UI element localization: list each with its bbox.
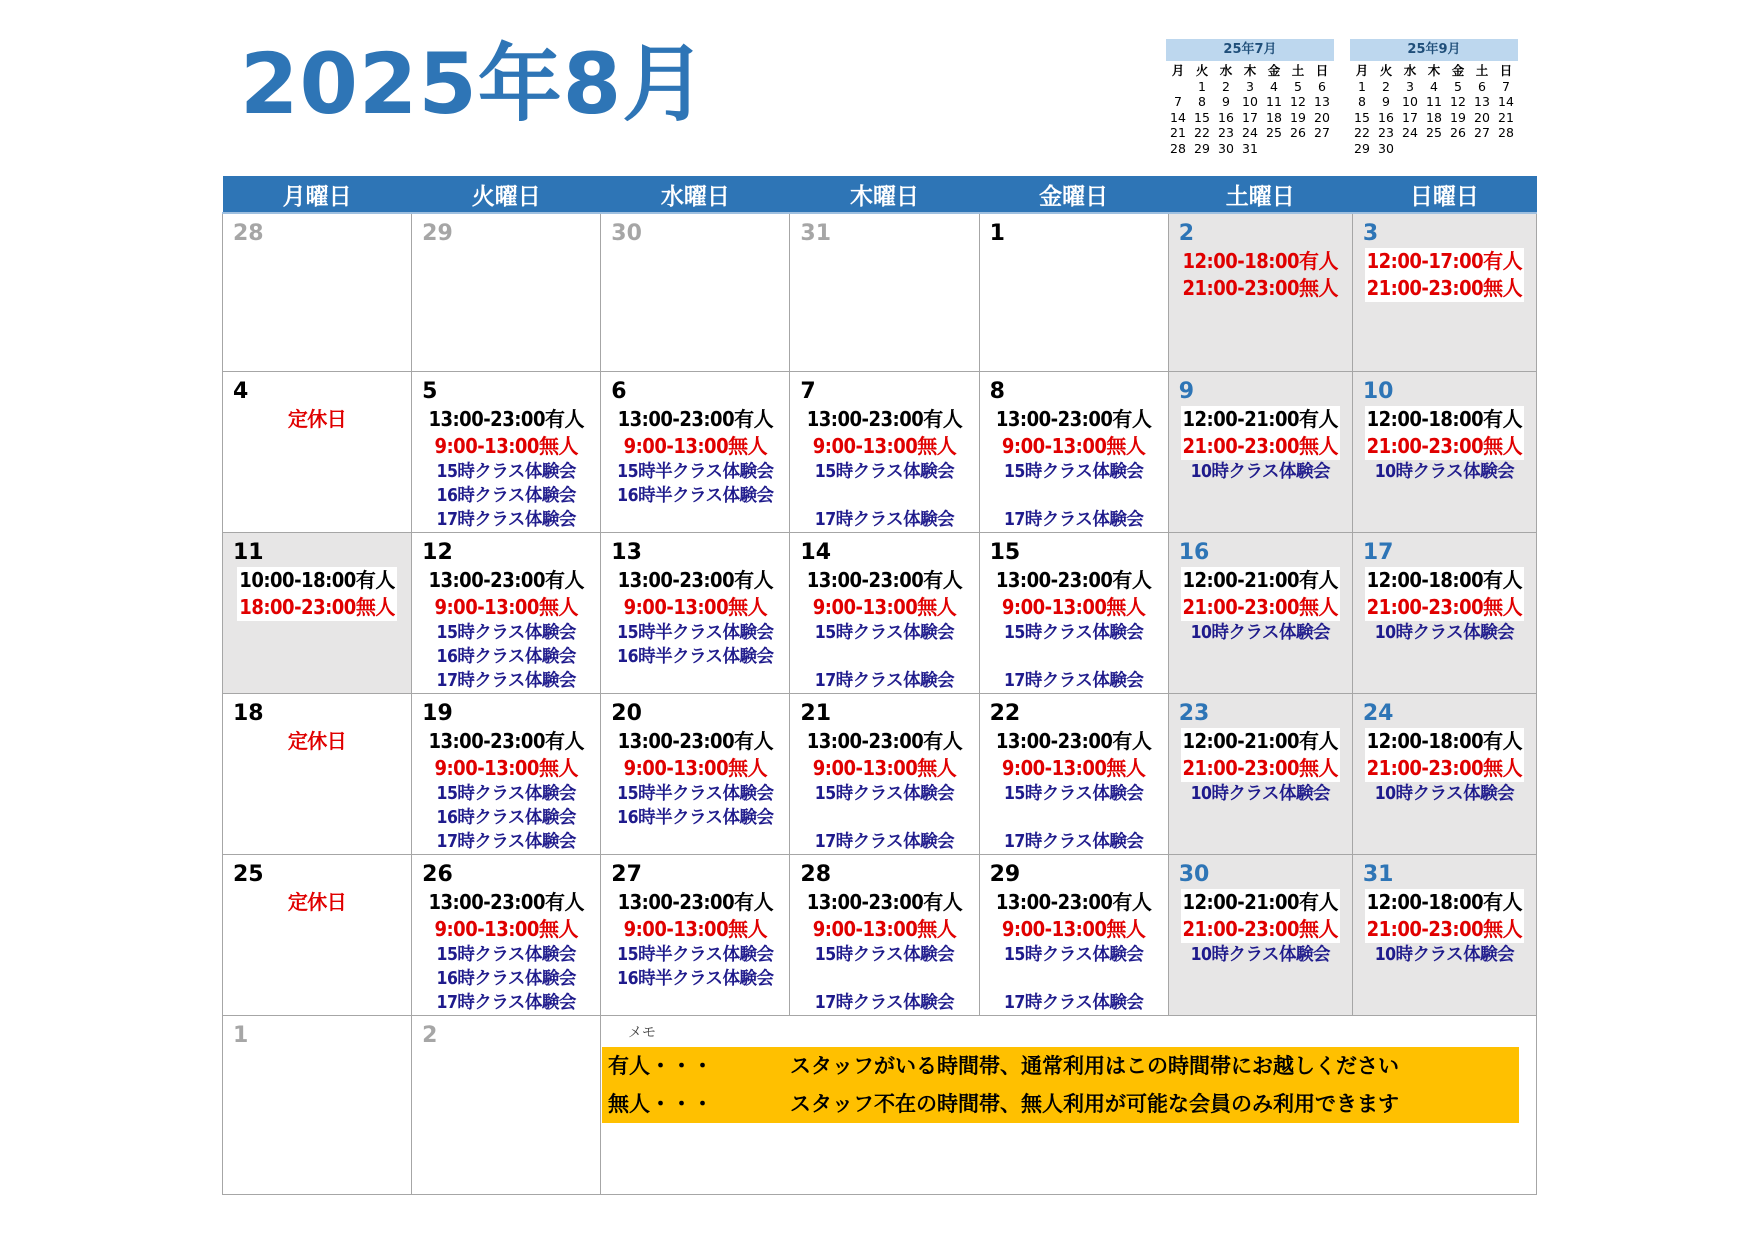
page-title: 2025年8月 <box>240 35 708 133</box>
mini-weekday-label: 月 <box>1171 63 1185 78</box>
schedule-entry: 13:00-23:00有人 <box>428 407 584 431</box>
day-number: 24 <box>1362 701 1394 726</box>
day-number: 26 <box>422 862 453 887</box>
schedule-entry: 17時クラス体験会 <box>1003 832 1144 852</box>
mini-weekday-label: 月 <box>1355 63 1369 78</box>
schedule-entry: 15時クラス体験会 <box>1003 623 1144 643</box>
schedule-entry <box>980 645 1168 669</box>
mini-calendar-prev <box>1166 39 1334 156</box>
mini-day-number: 28 <box>1170 140 1186 156</box>
mini-day-number: 27 <box>1474 125 1490 140</box>
schedule-entry: 21:00-23:00無人 <box>1182 595 1339 619</box>
day-cell <box>601 533 790 694</box>
day-cell <box>223 533 412 694</box>
day-cell <box>412 213 601 372</box>
schedule-entry: 12:00-21:00有人 <box>1182 729 1339 753</box>
schedule-entry: 21:00-23:00無人 <box>1182 276 1339 300</box>
schedule-entry: 10時クラス体験会 <box>1374 623 1515 643</box>
schedule-entry: 10時クラス体験会 <box>1190 462 1330 482</box>
mini-calendar-grid <box>1166 63 1334 156</box>
legend-key: 無人・・・ <box>608 1092 713 1116</box>
mini-day-number: 12 <box>1450 94 1466 109</box>
mini-day-number: 29 <box>1194 140 1210 156</box>
mini-day-number: 5 <box>1454 78 1462 94</box>
schedule-entry: 16時半クラス体験会 <box>617 808 774 828</box>
schedule-entry: 15時半クラス体験会 <box>617 623 774 643</box>
mini-day-number: 27 <box>1314 125 1330 140</box>
schedule-entry: 16時半クラス体験会 <box>617 486 774 506</box>
schedule-entry: 10:00-18:00有人 <box>239 568 395 592</box>
day-cell <box>790 533 979 694</box>
mini-day-number: 19 <box>1290 109 1306 125</box>
day-number: 22 <box>989 701 1021 726</box>
mini-day-number: 7 <box>1502 78 1510 94</box>
schedule-entry: 定休日 <box>287 890 347 914</box>
calendar-week-row <box>223 694 1537 855</box>
schedule-entry: 9:00-13:00無人 <box>1001 595 1146 619</box>
day-number: 30 <box>1178 862 1210 887</box>
schedule-entry: 12:00-21:00有人 <box>1182 407 1339 431</box>
schedule-entry: 21:00-23:00無人 <box>1182 917 1339 941</box>
schedule-entry: 21:00-23:00無人 <box>1366 917 1523 941</box>
mini-day-number: 6 <box>1318 78 1326 94</box>
day-number: 16 <box>1178 540 1210 565</box>
schedule-entry: 17時クラス体験会 <box>814 671 955 691</box>
schedule-entry: 21:00-23:00無人 <box>1366 595 1523 619</box>
day-cell <box>1168 372 1352 533</box>
schedule-entry: 16時半クラス体験会 <box>617 969 774 989</box>
mini-calendar-grid <box>1350 63 1518 156</box>
day-number: 29 <box>989 862 1021 887</box>
schedule-entry: 9:00-13:00無人 <box>434 756 578 780</box>
schedule-entry: 13:00-23:00有人 <box>995 890 1152 914</box>
mini-day-number: 4 <box>1430 78 1438 94</box>
schedule-entry: 9:00-13:00無人 <box>623 756 768 780</box>
mini-day-number <box>1422 141 1446 157</box>
schedule-entry: 9:00-13:00無人 <box>1001 434 1146 458</box>
schedule-entry: 15時半クラス体験会 <box>617 945 774 965</box>
day-cell <box>1168 213 1352 372</box>
weekday-header-row <box>223 176 1537 213</box>
schedule-entry: 16時半クラス体験会 <box>617 647 774 667</box>
schedule-entry: 9:00-13:00無人 <box>1001 756 1146 780</box>
day-cell <box>979 855 1168 1016</box>
day-number: 10 <box>1362 379 1394 404</box>
schedule-entry: 13:00-23:00有人 <box>617 890 774 914</box>
day-cell <box>601 855 790 1016</box>
day-number: 21 <box>800 701 832 726</box>
mini-day-number: 28 <box>1498 125 1514 140</box>
schedule-entry: 21:00-23:00無人 <box>1366 756 1523 780</box>
day-cell <box>412 372 601 533</box>
mini-day-number: 8 <box>1198 94 1206 109</box>
schedule-entry: 13:00-23:00有人 <box>428 729 584 753</box>
schedule-entry: 16時クラス体験会 <box>436 808 576 828</box>
mini-day-number: 13 <box>1474 94 1490 109</box>
schedule-entry: 13:00-23:00有人 <box>806 890 963 914</box>
day-cell <box>223 213 412 372</box>
schedule-entry <box>980 967 1168 991</box>
mini-day-number: 16 <box>1218 109 1234 125</box>
mini-day-number: 21 <box>1498 109 1514 125</box>
mini-day-number: 23 <box>1378 125 1394 140</box>
legend-box <box>602 1047 1519 1123</box>
mini-day-number: 11 <box>1426 94 1442 109</box>
mini-day-number: 30 <box>1218 140 1234 156</box>
calendar-week-row <box>223 372 1537 533</box>
mini-day-number <box>1494 141 1518 157</box>
day-number: 8 <box>989 379 1005 404</box>
legend-row <box>602 1085 1519 1123</box>
day-number: 3 <box>1362 221 1379 246</box>
schedule-entry: 15時クラス体験会 <box>436 623 576 643</box>
schedule-entry: 9:00-13:00無人 <box>434 595 578 619</box>
day-number: 7 <box>800 379 816 404</box>
weekday-header: 日曜日 <box>1352 176 1536 213</box>
schedule-entry: 15時半クラス体験会 <box>617 462 774 482</box>
schedule-entry: 21:00-23:00無人 <box>1182 434 1339 458</box>
mini-day-number: 18 <box>1266 109 1282 125</box>
schedule-entry: 16時クラス体験会 <box>436 969 576 989</box>
schedule-entry: 21:00-23:00無人 <box>1366 276 1523 300</box>
schedule-entry: 12:00-18:00有人 <box>1182 249 1339 273</box>
schedule-entry: 13:00-23:00有人 <box>806 407 963 431</box>
day-cell <box>1168 855 1352 1016</box>
mini-day-number: 16 <box>1378 109 1394 125</box>
day-number: 28 <box>233 221 264 246</box>
mini-day-number: 25 <box>1266 125 1282 140</box>
mini-day-number: 1 <box>1198 78 1206 94</box>
schedule-entry: 21:00-23:00無人 <box>1182 756 1339 780</box>
schedule-entry: 9:00-13:00無人 <box>434 434 578 458</box>
schedule-entry: 13:00-23:00有人 <box>617 407 774 431</box>
schedule-entry: 13:00-23:00有人 <box>428 568 584 592</box>
mini-day-number: 24 <box>1242 125 1258 140</box>
day-cell <box>1352 533 1536 694</box>
mini-weekday-label: 土 <box>1291 63 1305 78</box>
schedule-entry: 9:00-13:00無人 <box>623 434 768 458</box>
schedule-entry: 10時クラス体験会 <box>1374 945 1515 965</box>
mini-day-number: 2 <box>1382 78 1390 94</box>
schedule-entry: 10時クラス体験会 <box>1190 784 1330 804</box>
day-cell <box>601 372 790 533</box>
month-calendar <box>222 176 1537 1195</box>
mini-day-number: 23 <box>1218 125 1234 140</box>
schedule-entry: 15時クラス体験会 <box>436 784 576 804</box>
day-cell <box>979 533 1168 694</box>
mini-day-number <box>1398 141 1422 157</box>
schedule-entry: 定休日 <box>287 729 347 753</box>
mini-weekday-label: 金 <box>1267 63 1281 78</box>
weekday-header: 金曜日 <box>979 176 1168 213</box>
day-cell <box>979 694 1168 855</box>
day-number: 15 <box>989 540 1021 565</box>
mini-day-number: 15 <box>1354 109 1370 125</box>
legend-key: 有人・・・ <box>608 1054 713 1078</box>
day-cell <box>223 855 412 1016</box>
mini-weekday-label: 水 <box>1219 63 1233 78</box>
day-cell <box>1168 694 1352 855</box>
day-cell <box>601 213 790 372</box>
mini-day-number: 1 <box>1358 78 1366 94</box>
schedule-entry: 12:00-21:00有人 <box>1182 890 1339 914</box>
mini-day-number: 19 <box>1450 109 1466 125</box>
schedule-entry <box>980 484 1168 508</box>
weekday-header: 月曜日 <box>223 176 412 213</box>
day-number: 12 <box>422 540 453 565</box>
calendar-week-row <box>223 533 1537 694</box>
day-cell <box>601 694 790 855</box>
mini-day-number: 9 <box>1222 94 1230 109</box>
mini-day-number: 29 <box>1354 140 1370 156</box>
schedule-entry: 12:00-18:00有人 <box>1366 890 1523 914</box>
legend-description: スタッフがいる時間帯、通常利用はこの時間帯にお越しください <box>790 1054 1399 1078</box>
schedule-entry: 15時クラス体験会 <box>436 462 576 482</box>
day-number: 1 <box>989 221 1005 246</box>
day-number: 28 <box>800 862 832 887</box>
schedule-entry <box>790 645 978 669</box>
mini-day-number: 2 <box>1222 78 1230 94</box>
mini-calendar-title: 25年9月 <box>1350 39 1518 61</box>
schedule-entry: 13:00-23:00有人 <box>617 729 774 753</box>
mini-day-number: 6 <box>1478 78 1486 94</box>
mini-weekday-label: 日 <box>1499 63 1513 78</box>
schedule-entry: 17時クラス体験会 <box>1003 993 1144 1013</box>
mini-day-number: 18 <box>1426 109 1442 125</box>
mini-day-number: 22 <box>1194 125 1210 140</box>
schedule-entry: 15時半クラス体験会 <box>617 784 774 804</box>
schedule-entry: 12:00-18:00有人 <box>1366 568 1523 592</box>
schedule-entry <box>790 484 978 508</box>
schedule-entry: 17時クラス体験会 <box>814 510 955 530</box>
day-cell <box>1352 372 1536 533</box>
weekday-header: 水曜日 <box>601 176 790 213</box>
mini-day-number: 15 <box>1194 109 1210 125</box>
schedule-entry: 13:00-23:00有人 <box>995 568 1152 592</box>
day-cell <box>223 372 412 533</box>
weekday-header: 火曜日 <box>412 176 601 213</box>
day-cell <box>1352 694 1536 855</box>
schedule-entry: 12:00-18:00有人 <box>1366 729 1523 753</box>
mini-day-number: 10 <box>1242 94 1258 109</box>
schedule-entry: 9:00-13:00無人 <box>812 917 957 941</box>
mini-day-number: 14 <box>1170 109 1186 125</box>
schedule-entry: 10時クラス体験会 <box>1374 462 1515 482</box>
schedule-entry: 10時クラス体験会 <box>1190 623 1330 643</box>
schedule-entry: 17時クラス体験会 <box>814 993 955 1013</box>
schedule-entry: 17時クラス体験会 <box>436 993 576 1013</box>
schedule-entry: 9:00-13:00無人 <box>434 917 578 941</box>
mini-day-number: 20 <box>1474 109 1490 125</box>
schedule-entry: 18:00-23:00無人 <box>239 595 395 619</box>
schedule-entry: 9:00-13:00無人 <box>623 595 768 619</box>
day-cell <box>790 213 979 372</box>
day-cell <box>412 1016 601 1195</box>
schedule-entry: 16時クラス体験会 <box>436 486 576 506</box>
schedule-entry: 9:00-13:00無人 <box>1001 917 1146 941</box>
schedule-entry: 17時クラス体験会 <box>1003 671 1144 691</box>
schedule-entry <box>980 806 1168 830</box>
mini-weekday-label: 火 <box>1195 63 1209 78</box>
day-cell <box>790 694 979 855</box>
schedule-entry: 12:00-21:00有人 <box>1182 568 1339 592</box>
day-cell <box>979 213 1168 372</box>
mini-day-number: 26 <box>1450 125 1466 140</box>
day-number: 2 <box>1178 221 1195 246</box>
day-cell <box>223 1016 412 1195</box>
mini-day-number <box>1310 141 1334 157</box>
mini-day-number: 10 <box>1402 94 1418 109</box>
schedule-entry: 13:00-23:00有人 <box>995 729 1152 753</box>
schedule-entry: 15時クラス体験会 <box>814 462 955 482</box>
schedule-entry: 9:00-13:00無人 <box>623 917 768 941</box>
day-cell <box>1352 213 1536 372</box>
mini-day-number: 4 <box>1270 78 1278 94</box>
day-cell <box>790 855 979 1016</box>
schedule-entry: 17時クラス体験会 <box>436 671 576 691</box>
mini-weekday-label: 火 <box>1379 63 1393 78</box>
mini-day-number: 3 <box>1246 78 1254 94</box>
schedule-entry: 15時クラス体験会 <box>814 623 955 643</box>
schedule-entry: 13:00-23:00有人 <box>806 729 963 753</box>
mini-calendar-title: 25年7月 <box>1166 39 1334 61</box>
day-number: 30 <box>611 221 642 246</box>
mini-day-number: 5 <box>1294 78 1302 94</box>
schedule-entry: 17時クラス体験会 <box>436 832 576 852</box>
day-number: 29 <box>422 221 453 246</box>
mini-day-number: 11 <box>1266 94 1282 109</box>
schedule-entry: 10時クラス体験会 <box>1190 945 1330 965</box>
mini-day-number: 3 <box>1406 78 1414 94</box>
schedule-entry: 13:00-23:00有人 <box>806 568 963 592</box>
day-cell <box>1352 855 1536 1016</box>
mini-day-number: 24 <box>1402 125 1418 140</box>
mini-day-number <box>1262 141 1286 157</box>
mini-weekday-label: 木 <box>1427 63 1441 78</box>
schedule-entry: 15時クラス体験会 <box>436 945 576 965</box>
mini-day-number: 30 <box>1378 140 1394 156</box>
day-cell <box>412 694 601 855</box>
schedule-entry: 13:00-23:00有人 <box>617 568 774 592</box>
schedule-entry: 15時クラス体験会 <box>1003 462 1144 482</box>
mini-weekday-label: 金 <box>1451 63 1465 78</box>
day-number: 19 <box>422 701 453 726</box>
weekday-header: 土曜日 <box>1168 176 1352 213</box>
day-number: 4 <box>233 379 249 404</box>
day-number: 25 <box>233 862 264 887</box>
mini-day-number: 9 <box>1382 94 1390 109</box>
mini-weekday-label: 水 <box>1403 63 1417 78</box>
day-number: 17 <box>1362 540 1394 565</box>
schedule-entry: 15時クラス体験会 <box>1003 945 1144 965</box>
day-number: 31 <box>1362 862 1394 887</box>
day-number: 6 <box>611 379 627 404</box>
mini-day-number: 17 <box>1242 109 1258 125</box>
day-number: 18 <box>233 701 264 726</box>
mini-day-number: 20 <box>1314 109 1330 125</box>
schedule-entry: 10時クラス体験会 <box>1374 784 1515 804</box>
day-number: 9 <box>1178 379 1195 404</box>
schedule-entry: 21:00-23:00無人 <box>1366 434 1523 458</box>
schedule-entry: 9:00-13:00無人 <box>812 434 957 458</box>
mini-day-number: 17 <box>1402 109 1418 125</box>
schedule-entry: 17時クラス体験会 <box>1003 510 1144 530</box>
day-number: 23 <box>1178 701 1210 726</box>
schedule-entry: 9:00-13:00無人 <box>812 756 957 780</box>
mini-weekday-label: 日 <box>1315 63 1329 78</box>
mini-day-number: 14 <box>1498 94 1514 109</box>
day-number: 20 <box>611 701 642 726</box>
day-cell <box>412 855 601 1016</box>
day-number: 11 <box>233 540 264 565</box>
mini-calendar-next <box>1350 39 1518 156</box>
mini-day-number: 13 <box>1314 94 1330 109</box>
schedule-entry: 17時クラス体験会 <box>814 832 955 852</box>
day-cell <box>223 694 412 855</box>
day-number: 5 <box>422 379 438 404</box>
mini-day-number: 25 <box>1426 125 1442 140</box>
day-cell <box>412 533 601 694</box>
mini-weekday-label: 土 <box>1475 63 1489 78</box>
memo-label: メモ <box>628 1025 656 1041</box>
legend-description: スタッフ不在の時間帯、無人利用が可能な会員のみ利用できます <box>790 1092 1399 1116</box>
schedule-entry: 定休日 <box>287 407 347 431</box>
schedule-entry <box>790 806 978 830</box>
mini-day-number <box>1166 79 1190 95</box>
schedule-entry: 13:00-23:00有人 <box>995 407 1152 431</box>
schedule-entry: 12:00-18:00有人 <box>1366 407 1523 431</box>
day-number: 14 <box>800 540 832 565</box>
day-number: 2 <box>422 1023 438 1048</box>
schedule-entry: 15時クラス体験会 <box>1003 784 1144 804</box>
mini-day-number: 21 <box>1170 125 1186 140</box>
day-cell <box>790 372 979 533</box>
schedule-entry: 17時クラス体験会 <box>436 510 576 530</box>
mini-day-number: 31 <box>1242 140 1258 156</box>
legend-row <box>602 1047 1519 1085</box>
mini-weekday-label: 木 <box>1243 63 1257 78</box>
schedule-entry: 16時クラス体験会 <box>436 647 576 667</box>
schedule-entry: 12:00-17:00有人 <box>1366 249 1523 273</box>
schedule-entry: 15時クラス体験会 <box>814 945 955 965</box>
day-cell <box>1168 533 1352 694</box>
day-number: 13 <box>611 540 642 565</box>
day-number: 27 <box>611 862 642 887</box>
mini-day-number: 8 <box>1358 94 1366 109</box>
schedule-entry: 13:00-23:00有人 <box>428 890 584 914</box>
day-number: 31 <box>800 221 832 246</box>
calendar-week-row <box>223 213 1537 372</box>
mini-day-number: 7 <box>1174 94 1182 109</box>
weekday-header: 木曜日 <box>790 176 979 213</box>
calendar-week-row <box>223 855 1537 1016</box>
schedule-entry: 9:00-13:00無人 <box>812 595 957 619</box>
schedule-entry <box>790 967 978 991</box>
mini-day-number <box>1446 141 1470 157</box>
mini-day-number <box>1470 141 1494 157</box>
schedule-entry: 15時クラス体験会 <box>814 784 955 804</box>
mini-day-number: 12 <box>1290 94 1306 109</box>
day-cell <box>979 372 1168 533</box>
mini-day-number: 26 <box>1290 125 1306 140</box>
mini-day-number <box>1286 141 1310 157</box>
mini-day-number: 22 <box>1354 125 1370 140</box>
day-number: 1 <box>233 1023 249 1048</box>
